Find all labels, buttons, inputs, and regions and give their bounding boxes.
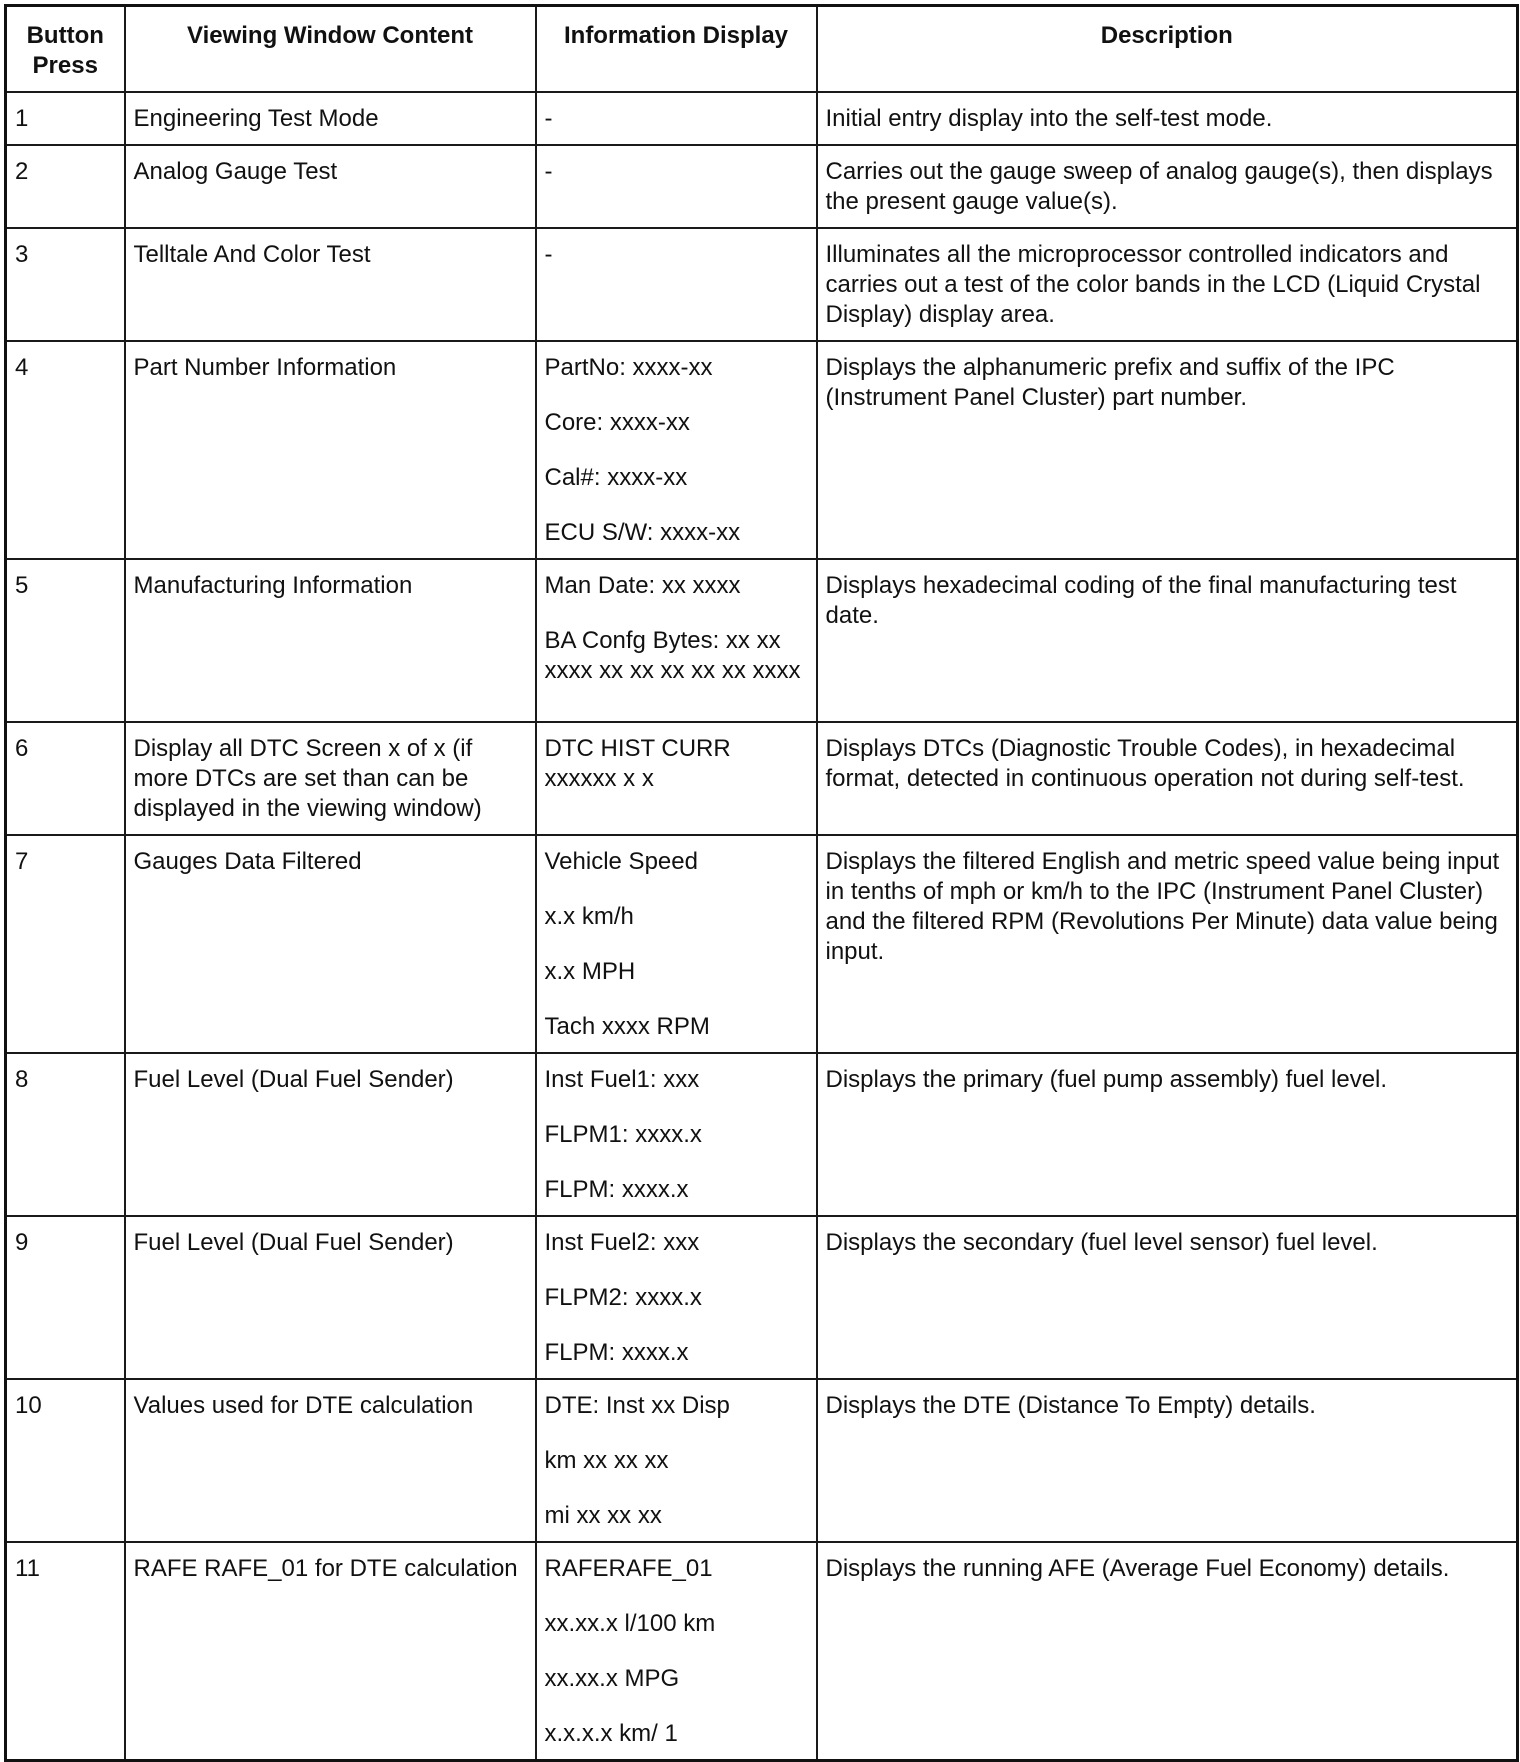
info-line: mi xx xx xx xyxy=(544,1502,662,1529)
info-line: Vehicle Speed xyxy=(544,848,698,875)
description-cell: Illuminates all the microprocessor controlled indicators and carries out a test of the color bands in the LCD (Liquid Crystal Display) display area. xyxy=(817,228,1518,341)
table-row xyxy=(6,1216,1518,1379)
info-line: - xyxy=(544,105,553,132)
viewing-window-cell: Gauges Data Filtered xyxy=(125,835,536,1053)
description-cell: Carries out the gauge sweep of analog gauge(s), then displays the present gauge value(s). xyxy=(817,145,1518,228)
info-line: km xx xx xx xyxy=(544,1447,669,1474)
info-line: FLPM: xxxx.x xyxy=(544,1339,689,1366)
information-display-cell xyxy=(536,722,817,835)
info-line: FLPM1: xxxx.x xyxy=(544,1121,702,1148)
information-display-cell xyxy=(536,228,817,341)
table-row xyxy=(6,559,1518,722)
table-row xyxy=(6,722,1518,835)
info-line: DTC HIST CURR xxxxxx x x xyxy=(544,735,731,792)
viewing-window-cell: Values used for DTE calculation xyxy=(125,1379,536,1542)
description-cell: Displays the DTE (Distance To Empty) details. xyxy=(817,1379,1518,1542)
description-cell: Displays the secondary (fuel level sensor) fuel level. xyxy=(817,1216,1518,1379)
table-header xyxy=(6,6,1518,93)
info-line: Core: xxxx-xx xyxy=(544,409,690,436)
information-display-cell xyxy=(536,1053,817,1216)
viewing-window-cell: Telltale And Color Test xyxy=(125,228,536,341)
description-cell: Displays the filtered English and metric speed value being input in tenths of mph or km/h to the IPC (Instrument Panel Cluster) and the filtered RPM (Revolutions Per Minute) data value being input. xyxy=(817,835,1518,1053)
viewing-window-cell: Fuel Level (Dual Fuel Sender) xyxy=(125,1053,536,1216)
info-line: - xyxy=(544,158,553,185)
button-press-cell: 1 xyxy=(6,92,125,145)
button-press-cell: 10 xyxy=(6,1379,125,1542)
info-line: x.x km/h xyxy=(544,903,634,930)
button-press-cell: 6 xyxy=(6,722,125,835)
viewing-window-cell: Engineering Test Mode xyxy=(125,92,536,145)
button-press-cell: 7 xyxy=(6,835,125,1053)
button-press-cell: 2 xyxy=(6,145,125,228)
info-line: ECU S/W: xxxx-xx xyxy=(544,519,741,546)
header-viewing-window-content: Viewing Window Content xyxy=(125,6,536,93)
info-line: x.x MPH xyxy=(544,958,636,985)
button-press-cell: 11 xyxy=(6,1542,125,1761)
description-cell: Displays hexadecimal coding of the final manufacturing test date. xyxy=(817,559,1518,722)
info-line: Tach xxxx RPM xyxy=(544,1013,710,1040)
button-press-cell: 4 xyxy=(6,341,125,559)
information-display-cell xyxy=(536,1542,817,1761)
viewing-window-cell: RAFE RAFE_01 for DTE calculation xyxy=(125,1542,536,1761)
viewing-window-cell: Analog Gauge Test xyxy=(125,145,536,228)
info-line: BA Confg Bytes: xx xx xxxx xx xx xx xx xx xxxx xyxy=(544,627,801,684)
viewing-window-cell: Fuel Level (Dual Fuel Sender) xyxy=(125,1216,536,1379)
button-press-cell: 9 xyxy=(6,1216,125,1379)
info-line: x.x.x.x km/ 1 xyxy=(544,1720,678,1747)
description-cell: Displays DTCs (Diagnostic Trouble Codes), in hexadecimal format, detected in continuous operation not during self-test. xyxy=(817,722,1518,835)
description-cell: Initial entry display into the self-test mode. xyxy=(817,92,1518,145)
info-line: RAFERAFE_01 xyxy=(544,1555,713,1582)
viewing-window-cell: Part Number Information xyxy=(125,341,536,559)
info-line: PartNo: xxxx-xx xyxy=(544,354,713,381)
button-press-cell: 3 xyxy=(6,228,125,341)
table-row xyxy=(6,341,1518,559)
info-line: Inst Fuel2: xxx xyxy=(544,1229,700,1256)
information-display-cell xyxy=(536,341,817,559)
table-row xyxy=(6,92,1518,145)
header-description: Description xyxy=(817,6,1518,93)
info-line: - xyxy=(544,241,553,268)
ipc-self-test-table xyxy=(4,4,1519,1762)
table-row xyxy=(6,835,1518,1053)
info-line: Inst Fuel1: xxx xyxy=(544,1066,700,1093)
info-line: FLPM: xxxx.x xyxy=(544,1176,689,1203)
info-line: DTE: Inst xx Disp xyxy=(544,1392,730,1419)
information-display-cell xyxy=(536,835,817,1053)
info-line: Cal#: xxxx-xx xyxy=(544,464,688,491)
information-display-cell xyxy=(536,145,817,228)
viewing-window-cell: Display all DTC Screen x of x (if more DTCs are set than can be displayed in the viewing window) xyxy=(125,722,536,835)
button-press-cell: 5 xyxy=(6,559,125,722)
info-line: xx.xx.x MPG xyxy=(544,1665,680,1692)
header-information-display: Information Display xyxy=(536,6,817,93)
description-cell: Displays the primary (fuel pump assembly) fuel level. xyxy=(817,1053,1518,1216)
table-row xyxy=(6,1542,1518,1761)
info-line: FLPM2: xxxx.x xyxy=(544,1284,702,1311)
header-button-press: Button Press xyxy=(6,6,125,93)
information-display-cell xyxy=(536,559,817,722)
info-line: xx.xx.x l/100 km xyxy=(544,1610,716,1637)
table-row xyxy=(6,1053,1518,1216)
table-row xyxy=(6,1379,1518,1542)
button-press-cell: 8 xyxy=(6,1053,125,1216)
info-line: Man Date: xx xxxx xyxy=(544,572,741,599)
table-row xyxy=(6,228,1518,341)
table-row xyxy=(6,145,1518,228)
information-display-cell xyxy=(536,1379,817,1542)
information-display-cell xyxy=(536,1216,817,1379)
viewing-window-cell: Manufacturing Information xyxy=(125,559,536,722)
description-cell: Displays the running AFE (Average Fuel Economy) details. xyxy=(817,1542,1518,1761)
description-cell: Displays the alphanumeric prefix and suffix of the IPC (Instrument Panel Cluster) part number. xyxy=(817,341,1518,559)
information-display-cell xyxy=(536,92,817,145)
